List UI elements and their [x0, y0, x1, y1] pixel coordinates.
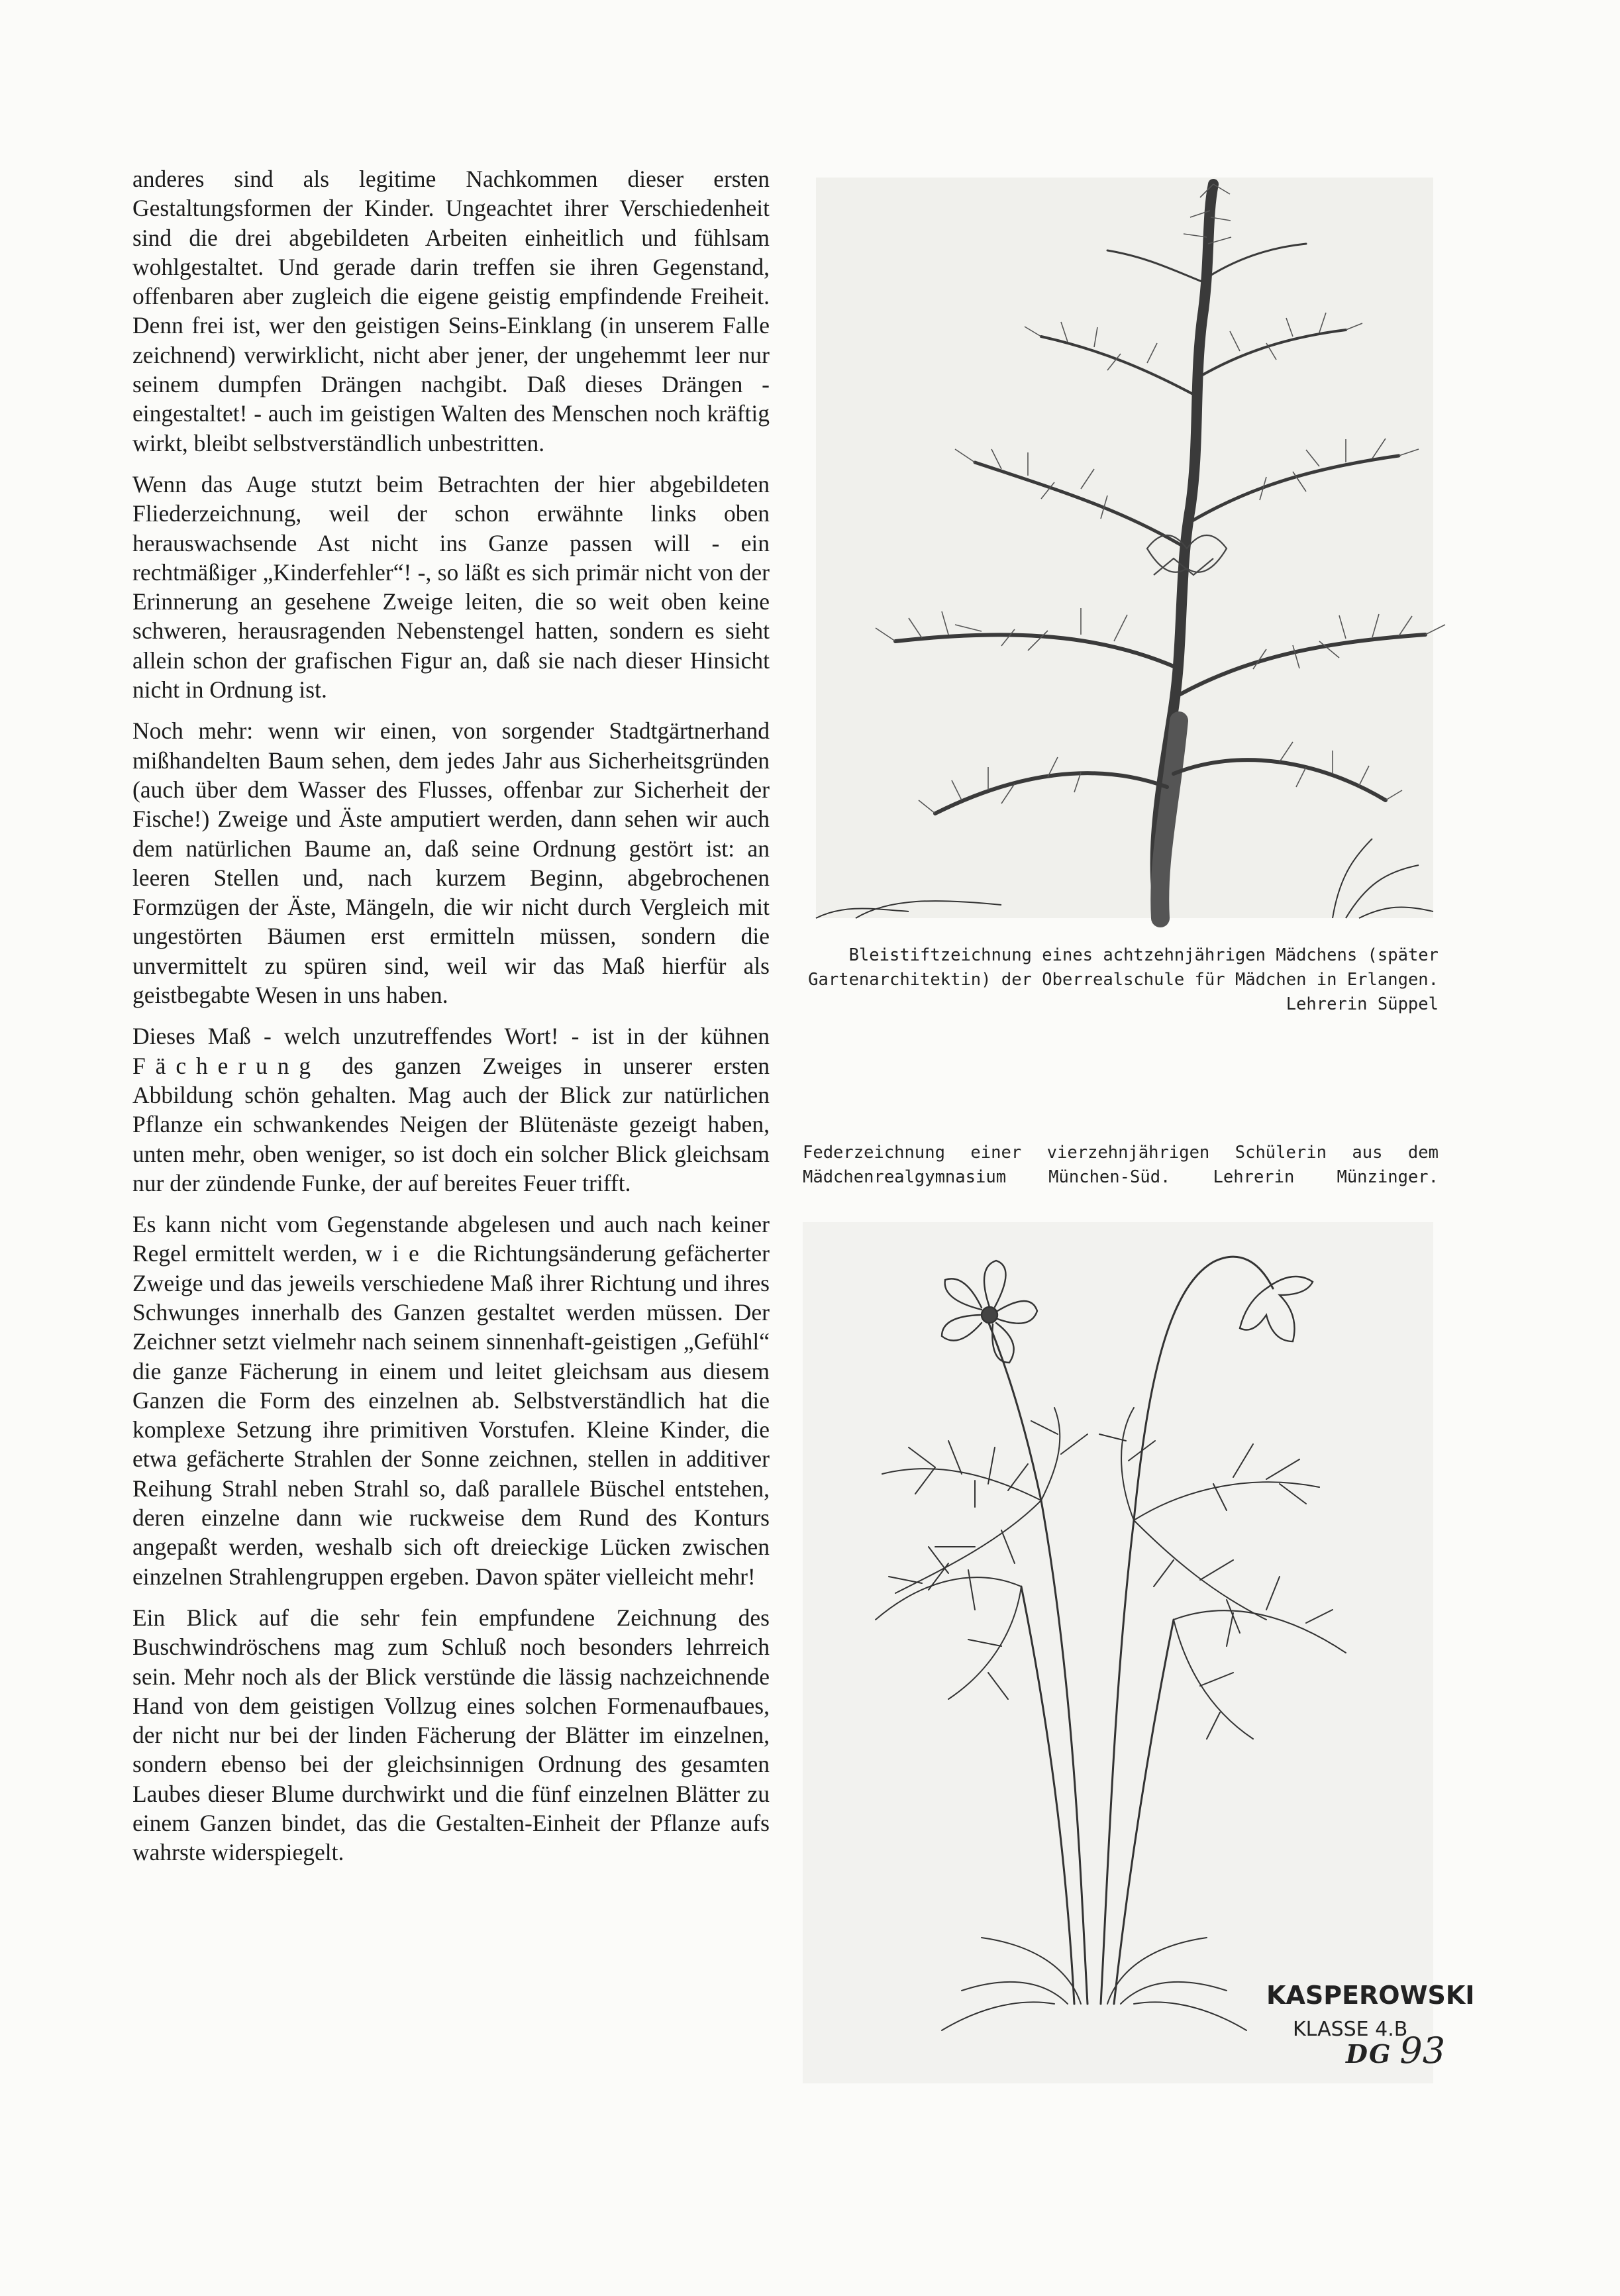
spaced-word-wie: wie: [365, 1240, 429, 1267]
page-number: 93: [1399, 2030, 1446, 2071]
signature-class: KLASSE 4.B: [1293, 2018, 1408, 2041]
figure1-caption-line-3: Lehrerin Süppel: [1286, 994, 1439, 1014]
figure2-caption-line-2: Mädchenrealgymnasium München-Süd. Lehrerin Münzinger.: [803, 1167, 1439, 1187]
paragraph-6: Ein Blick auf die sehr fein empfundene Zeichnung des Buschwindröschens mag zum Schluß noch besonders lehrreich sein. Mehr noch als der Blick verstünde die lässig nachzeichnende Hand von dem geistigen Vollzug eines solchen Formenaufbaues, der nicht nur bei der linden Fächerung der Blätter im einzelnen, sondern ebenso bei der gleichsinnigen Ordnung des gesamten Laubes dieser Blume durchwirkt und die fünf einzelnen Blätter zu einem Ganzen bindet, das die Gestalten-Einheit der Pflanze aufs wahrste widerspiegelt.: [132, 1604, 770, 1866]
paragraph-4-b: des ganzen Zweiges in unserer ersten Abbildung schön gehalten. Mag auch der Blick zur natürlichen Pflanze ein schwankendes Neigen der Blütenäste gezeigt haben, unten mehr, oben weniger, so ist doch ein solcher Blick gleichsam nur der zündende Funke, der auf bereites Feuer trifft.: [132, 1052, 770, 1196]
paragraph-1: anderes sind als legitime Nachkommen dieser ersten Gestaltungsformen der Kinder. Ungeachtet ihrer Verschiedenheit sind die drei abgebildeten Arbeiten einheitlich und fühlsam wohlgestaltet. Und gerade darin treffen sie ihren Gegenstand, offenbaren aber zugleich die eigene geistig empfindende Freiheit. Denn frei ist, wer den geistigen Seins-Einklang (in unserem Falle zeichnend) verwirklicht, nicht aber jener, der ungehemmt leer nur seinem dumpfen Drängen nachgibt. Daß dieses Drängen - eingestaltet! - auch im geistigen Walten des Menschen noch kräftig wirkt, bleibt selbstverständlich unbestritten.: [132, 166, 770, 456]
figure2-caption: [803, 1141, 1439, 1190]
paragraph-5-b: die Richtungsänderung gefächerter Zweige und das jeweils verschiedene Maß ihrer Richtung und ihres Schwunges innerhalb des Ganzen gestaltet werden müssen. Der Zeichner setzt vielmehr nach seinem sinnenhaft-geistigen „Gefühl“ die ganze Fächerung in einem und leitet gleichsam aus diesem Ganzen die Form des einzelnen ab. Selbstverständlich hat die komplexe Setzung ihre primitiven Vorstufen. Kleine Kinder, die etwa gefächerte Strahlen der Sonne zeichnen, stellen in additiver Reihung Strahl neben Strahl so, daß parallele Büschel entstehen, deren einzelne dann wie ruckweise dem Rund des Konturs angepaßt werden, weshalb sich oft dreieckige Lücken zwischen einzelnen Strahlengruppen ergeben. Davon später vielleicht mehr!: [132, 1240, 770, 1590]
figure1-caption: [803, 943, 1439, 1017]
figure1-caption-line-1: Bleistiftzeichnung eines achtzehnjährigen Mädchens (später: [848, 945, 1439, 965]
article-text: [132, 164, 770, 1879]
figure1-caption-line-2: Gartenarchitektin) der Oberrealschule für Mädchen in Erlangen.: [808, 970, 1439, 990]
paragraph-4-a: Dieses Maß - welch unzutreffendes Wort! - ist in der kühnen: [132, 1023, 770, 1050]
paragraph-3: Noch mehr: wenn wir einen, von sorgender Stadtgärtnerhand mißhandelten Baum sehen, dem jedes Jahr aus Sicherheitsgründen (auch über dem Wasser des Flusses, offenbar zur Sicherheit der Fische!) Zweige und Äste amputiert werden, dann sehen wir auch dem natürlichen Baume an, daß seine Ordnung gestört ist: an leeren Stellen und, nach kurzem Beginn, abgebrochenen Formzügen der Äste, Mängeln, die wir nicht durch Vergleich mit ungestörten Bäumen erst ermitteln müssen, sondern die unvermittelt zu spüren sind, weil wir das Maß hierfür als geistbegabte Wesen in uns haben.: [132, 717, 770, 1009]
page-folio: [1346, 2030, 1445, 2071]
figure2-caption-line-1: Federzeichnung einer vierzehnjährigen Schülerin aus dem: [803, 1143, 1439, 1163]
journal-abbreviation: DG: [1346, 2039, 1392, 2069]
paragraph-5-a: Es kann nicht vom Gegenstande abgelesen und auch nach keiner Regel ermittelt werden,: [132, 1211, 770, 1267]
lilac-pencil-drawing: [816, 178, 1433, 918]
paragraph-5: [132, 1210, 770, 1591]
paragraph-4: [132, 1021, 770, 1198]
paragraph-2: Wenn das Auge stutzt beim Betrachten der hier abgebildeten Fliederzeichnung, weil der schon erwähnte links oben herauswachsende Ast nicht ins Ganze passen will - ein rechtmäßiger „Kinderfehler“! -, so läßt es sich primär nicht von der Erinnerung an gesehene Zweige leiten, die so weit oben keine schweren, herausragenden Nebenstengel hatten, sondern es sieht allein schon der grafischen Figur an, daß sie nach dieser Hinsicht nicht in Ordnung ist.: [132, 470, 770, 704]
signature-name: KASPEROWSKI: [1266, 1981, 1475, 2010]
anemone-pen-drawing: [803, 1222, 1475, 2083]
spaced-word-faecherung: Fächerung: [132, 1052, 321, 1079]
